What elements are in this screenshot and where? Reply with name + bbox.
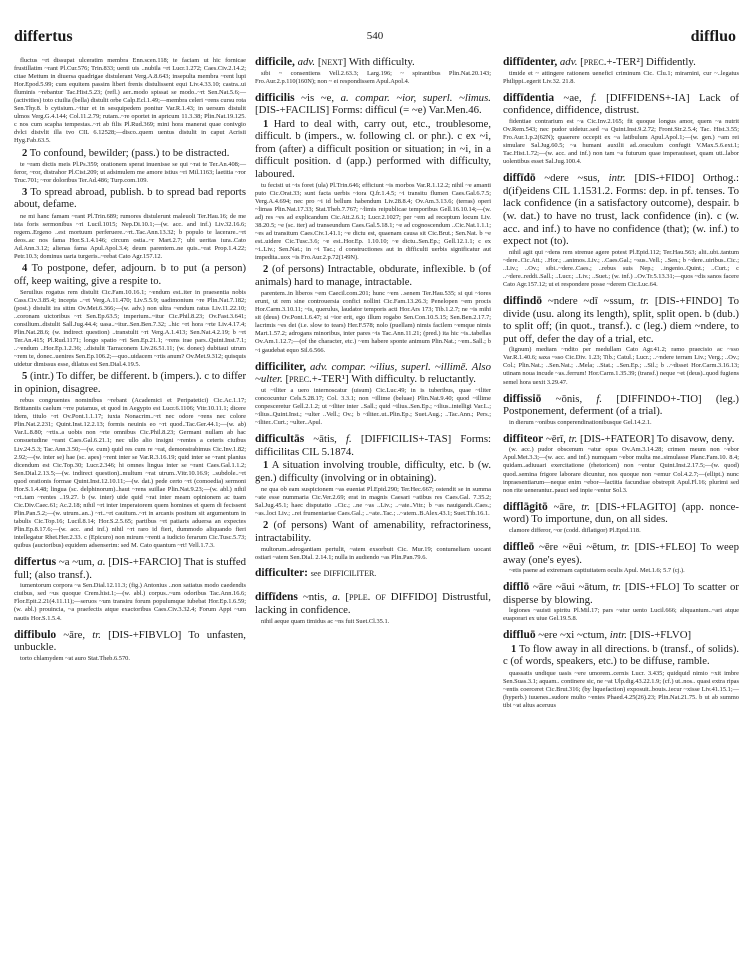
grammar-label: tr. bbox=[640, 294, 649, 307]
headword: diffiteor bbox=[503, 432, 544, 445]
citations: (lignum) mediam ~ndito per medullam Cato Agr.41.2; ramo praecisio ac ~sso Var.R.1.40.6; saxa ~sso Cic.Div. 1.23; Tib.; Catul.; Lucr.; ..~ndere terram Liv.; Verg.; ..Ov.; Col.; Plin.Nat.; ..Sen.Nat.; ..Mela; ..Stat.; ..Sen.Ep.; ..Sil.; b ..~disset Hor.Carm.3.16.13; utinam noua incude ~as..ferrum! Hor.Carm.1.35.39; (transf.) neque ~et (deus)..quod fugiens semel hora uexit 3.29.47. bbox=[503, 346, 739, 386]
entry-heading bbox=[503, 433, 739, 446]
inflection-forms: ~ōnis, bbox=[555, 392, 583, 405]
entry-heading bbox=[14, 556, 246, 581]
etymology: [DIFFICILIS+-TAS] bbox=[360, 432, 452, 445]
entry-heading bbox=[503, 172, 739, 248]
definition: To unfasten, unbuckle. bbox=[14, 628, 247, 654]
grammar-label: adv. compar. ~ilius, superl. ~illimē. Also ~ulter. bbox=[255, 360, 491, 386]
definition: That is stuffed full; (also transf.). bbox=[14, 556, 247, 581]
headword: difflāgitō bbox=[503, 500, 548, 513]
cross-reference bbox=[255, 567, 491, 581]
sense-definition bbox=[14, 371, 246, 396]
etymology: [DIS-+FATEOR] bbox=[580, 432, 655, 445]
sense-number: 1 bbox=[263, 118, 269, 130]
definition: Diffidently. bbox=[646, 56, 696, 68]
citations: tu fecisti ut ~is foret (ula) Pl.Trin.646; efficiunt ~is morbos Var.R.1.12.2; nihil ~e amanti puto Cic.Orat.33; sunt facta uerbis ~iora Q.fr.1.4.5; ~i transitu flumen Caes.Gal.6.7.5; Verg.A.4.694; nec pro ~i id bellum habendum Liv.28.8.4; Ov.Am.3.13.6; (terras) operi ~limas Plin.Nat.17.33; Stat.Theb.7.767; ~limis reipublicae temporibus Gell.16.10.14;—(w. ad) res ~es ad explicandum Cic.Att.2.6.1; Lucr.2.1027; per ~em ad receptum locum Liv. 38.20.5; ~e (sc. iter) ad transeundum Caes.Gal.5.18.1; ~e ad cognoscendum ..Cic.Nat.1.1.1; ~es ad transitum Caes.Civ.1.41.1; ~e dictu est, quaenam causa sit Cic.Brut.; Sen.Nat. b ~e est..uidere Cic.Tusc.3.6; ~e est..Hor.Ep. 1.10.10; ~e dictu..Sen.Ep.; Gell.12.1.1; c ex ~i..Liv.; Sen.Nat.; in ~i Tac.; d constructiones aut in difficulti uerbis significatur aut impedita..uox ~is Fro.Aur.2.p.72(149N). bbox=[255, 181, 491, 262]
sense-text: (intr.) To differ, be different. b (impers.). c to differ in opinion, disagree. bbox=[14, 371, 246, 395]
citations: torto chlamydem ~at auro Stat.Theb.6.570. bbox=[20, 654, 130, 662]
etymology: [DIS-+FLAGITO] bbox=[595, 500, 677, 513]
definition: Orthog.: d(if)eidens CIL 1.1531.2. Forms: dep. in pf. tenses. To lack confidence (in a satisfactory outcome), despair. b (w. dat.) to have no trust, lack confidence (in). c (w. acc. and inf.) to have no confidence (that); (w. inf.) to expect not (to). bbox=[503, 172, 739, 248]
sense-text: Hard to deal with, carry out, etc., troublesome, difficult. b (impers., w. following cl. or phr.). c ex ~i, from (after) a difficult position or situation; in ~i, in a difficult position. d (app.) performed with difficulty, laboured. bbox=[255, 118, 492, 180]
citations: (w. acc.) pudor obscenum ~atur opus Ov.Am.3.14.28; crimen meum non ~ebor Apul.Met.3.3;—(w. acc. and inf.) numquam ~ebor multa me..simulasse Planc.Fam.10. 8.4; quidam..adiuuari exercitatione (rhetoricen) non ~entur Quint.Inst.2.17.5;—(w. quod) quod..semina frigore laborare dicuntur, nos quoque non ~emur Col.4.2.7;—(ellipt.) nunc inpraesentiarum—neque enim ~ebor—lactitia facundiae obstrepit Apul.Fl.16; plurimi sed non rite uenerantur..pauci sed inpie ~entur Sol.3. bbox=[503, 446, 739, 494]
definition: With difficulty. bbox=[348, 56, 415, 68]
definition: (leg.) Postponement, deferment (of a trial). bbox=[503, 392, 740, 418]
sense-number: 5 bbox=[22, 371, 28, 383]
definition: To disavow, deny. bbox=[656, 432, 735, 445]
entry-heading bbox=[14, 629, 246, 654]
headword: difflō bbox=[503, 581, 530, 594]
sense-definition bbox=[255, 119, 491, 181]
headword: difficulter: bbox=[255, 567, 309, 580]
entry-heading bbox=[503, 92, 739, 117]
inflection-forms: ~is ~e, bbox=[301, 91, 335, 104]
definition: Forms: difficilitas CIL 5.1874. bbox=[255, 432, 492, 458]
headword: difficile, bbox=[255, 56, 295, 68]
sense-text: (of persons) Want of amenability, refractoriness, intractability. bbox=[255, 520, 491, 544]
inflection-forms: ~ae, bbox=[563, 91, 582, 104]
etymology: [DIS-+FINDO] bbox=[654, 294, 723, 307]
citations: timide et ~ attingere rationem ueneficī criminum Cic. Clu.1; mirarnini, cur ~..legatus Philippi..egerit Liv.32. 21.8. bbox=[503, 69, 739, 85]
grammar-label: tr. bbox=[621, 540, 630, 553]
etymology: [DIFFIDENS+-IA] bbox=[606, 91, 690, 104]
grammar-label: intr. bbox=[609, 629, 627, 642]
etymology: [DIS-+FLEO] bbox=[634, 540, 696, 553]
column-1 bbox=[14, 56, 246, 663]
grammar-label: a. bbox=[332, 591, 341, 604]
definition: Lack of confidence, diffidence, distrust. bbox=[503, 91, 740, 117]
entry-heading bbox=[503, 629, 739, 642]
sense-number: 1 bbox=[511, 644, 517, 656]
sense-number: 2 bbox=[263, 264, 269, 276]
citations: parentem..in liberos ~em Caecil.com.201; hunc ~em ..senem Ter.Hau.535; si qui ~iores erunt, ut rem sine controuersia confici nollint Cic.Fam.13.26.3; Penelopen ~em procis Hor.Carm.3.10.11; ~is, querulus, laudator temporis acti Hor.Ars 173; Tib.1.2.7; ne ~is mihi sit (deus) Ov.Pont.1.6.47; si ~ior erit, ego illum rogabo Sen.Con.10.5.15; Sen.Ben.2.17.7; lacrimis ~es dei (i.e. slow to tears) Her.F.578; nolo (puellam) nimis facilem ~emque nimis Mart.1.57.2; adrogans minoribus, inter pares ~is Tac.Ann.11.21; (pred.) ita hic ~is..tabellas Ov.Am.1.12.7;—(of the character, etc.) ~em habere sponte animum Plin.Nat.; ~em..Sall.; b ~i gaudebat equo Sil.6.566. bbox=[255, 290, 491, 354]
sense-text: To flow away in all directions. b (transf., of solids). c (of words, speakers, etc.) to be diffuse, ramble. bbox=[503, 644, 739, 668]
sense-text: To confound, bewilder; (pass.) to be distracted. bbox=[29, 147, 230, 159]
headword: difficiliter, bbox=[255, 360, 306, 373]
headword: diffibulo bbox=[14, 628, 57, 641]
citations: multorum..adrogantiam pertulit, ~atem exsorbuit Cic. Mur.19; contumeliam uocant ostiari ~atem Sen.Dial. 2.14.1; nulla in audiendo ~as Plin.Pan.79.6. bbox=[255, 545, 491, 562]
running-head bbox=[14, 28, 736, 48]
headword: diffleō bbox=[503, 540, 535, 553]
entry-heading bbox=[503, 56, 739, 69]
sense-number: 4 bbox=[22, 263, 28, 275]
page-number: 540 bbox=[366, 30, 384, 42]
citations: ne qua ob eam suspicionem ~as eueniat Pl.Epid.290; Ter.Hec.667; ostendit se in summa ~ate esse nummaria Cic.Ver.2.69; erat in magnis Caesari ~atibus res Caes.Gal. 7.35.2; Sal.Jug.45.1; haec disputatio ..Cic.; ..ne ~as ..Liv.; ..~ate..Vitr.; b ~as nauigandi..Caes.; ~as..loci Liv.; ..rei frumentariae Caes.Gal.; ..~ate..Tac.; ..~atem..B.Alex.43.1; Suet.Tib.16.1. bbox=[255, 485, 491, 518]
definition: To weep away (one's eyes). bbox=[503, 540, 739, 566]
sense-definition bbox=[255, 264, 491, 289]
inflection-forms: ~āre, bbox=[63, 628, 86, 641]
sense-text: To spread abroad, publish. b to spread bad reports about, defame. bbox=[14, 187, 246, 211]
entry-heading bbox=[503, 581, 739, 606]
citations: rebus congruentes nominibus ~rebant (Academici et Peripatetici) Cic.Ac.1.17; Brittanniis caelum ~rre putamus, et quod in Aegypto est Lucr.6.1106; Vitr.10.11.1; dicere idem, titulo ~rt Ov.Pont.1.1.17; iuxta Nonacrim..~rt nec odore ~rens nec colore Plin.Nat.2.231; Quint.Inst.12.2.13; formis neuinis eo ~rt quod..Tac.Ger.44.1;—(w. ab) Var.L.8.80; ~rtis..a uobis non ~rte omnibus Cic.Phil.8.23; Germani nullam ab hac consuetudine ~rant Caes.Gal.6.21.1; nec ullo alio insigni ~rentes a ceteris ciuibus Liv.24.5.3; Tac.Ann.3.50;—(w. cum) quid res cum re ~rat, demonstrabimus Cic.Inv.1.82; 2.92;—(w. inter se) hae (sc. apes) ~rent inter se Var.R.3.16.19; quid inter se ~rant planius dicendum est Cic.Top.30; Lucr.2.346; hi omnes lingua inter se ~rant Caes.Gal.1.1.2; Sen.Dial.2.13.5;—(w. indirect question)..multum ~rat utrum..Vitr.10.16.9; ..subdole..~rt quod orationis formae Quint.Inst.12.10.11;—(w. dat.) pede certo ~rt (comoedia) sermoni Hor.S.1.4.48; lingua (sc. delphinorum)..haut ~rens suillae Plin.Nat.9.23;—(w. abl.) nihil ~rt..tam ~rentes ..19.27. b (w. inter) uide quid ~rat inter meam opinionem ac tuam Cic.Div.Caec.61; Ac.2.18; nihil ~rt inter imperatorem quem homines et quem di fecissent Plin.Pan.5.2;—(w. utrum..an..) ~rt..~rt cauitum..~rt in arcanis positum sit argumentum in tabulis Cic.Top.16; Lucil.8.14; Hor.S.2.5.65; partibus ~rt patiaris aduersa an expectes Plin.Ep.8.17.6;—(w. acc. and inf.) nihil ~rt raro id fieri, dummodo aliquando fieri intellegatur Rhet.Her.2.33. c (Epicuro) non mirum ~renti a iudicio ferarum Cic.Tusc.5.73; quibus (auctoribus) equidem adsenserim: sed M. Cato quantum ~rt! Vell.1.7.3. bbox=[14, 397, 246, 550]
sense-text: To postpone, defer, adjourn. b to put (a person) off, keep waiting, give a respite to. bbox=[14, 263, 246, 287]
headword: diffīdentia bbox=[503, 91, 555, 104]
citations: legiones ~auisti spiritu Pl.Mil.17; pars ~atur uento Lucil.666; aliquantum..~ari atque euaporari ex uiue Gel.19.5.8. bbox=[503, 607, 739, 623]
inflection-forms: ~ātis, bbox=[313, 432, 337, 445]
definition: With difficulty. b reluctantly. bbox=[351, 373, 476, 386]
sense-definition bbox=[255, 460, 491, 485]
headword: difficilis bbox=[255, 91, 295, 104]
citations: te ~ram dictis meis Pl.Ps.359; orationem sperat inuenisse se qui ~rat te Ter.An.408;—feror, ~ror, distrahor Pl.Cist.209; ut adsimulem me amore istius ~ri Mil.1163; laetitia ~ror Truc.701; ~ror doloribus Ter.Ad.486; Turp.com.109. bbox=[14, 160, 246, 185]
inflection-forms: ~ērī, bbox=[545, 432, 566, 445]
citations: clamore differor, ~or (codd. diflatigor) Pl.Epid.118. bbox=[509, 526, 641, 534]
entry-heading bbox=[503, 541, 739, 566]
etymology: [pple. of DIFFIDO] bbox=[345, 591, 437, 604]
etymology: [prec.+-TER²] bbox=[580, 56, 644, 68]
etymology: [prec.+-TER¹] bbox=[285, 373, 349, 386]
etymology: [DIS-+FARCIO] bbox=[108, 556, 182, 569]
inflection-forms: ~ndere ~dī ~ssum, bbox=[547, 294, 635, 307]
etymology: [DIS-+FLO] bbox=[624, 581, 680, 594]
definition: Distrustful, lacking in confidence. bbox=[255, 591, 491, 617]
citations: fluctus ~rt dissupat ulceratim membra Enn.scen.118; te faciam ut hic fornicae frustillatim ~rant Pl.Cur.576; Trin.833; uenti uis ..nubila ~rt Lucr.1.272; Caes.Civ.2.14.2; citae Mettum in diuersa quadrigae distulerant Verg.A.8.643; insepulta membra ~rent lupi Hor.Epod.5.99; cum equitem passim liberi frenis distulissent equi Liv.4.33.10; castra..ui fluminis ~rebantur Tac.Hist.5.23; (refl.) aer..modo spissat se modo..~rt Sen.Nat.5.6;—(activities) toto ciuilia (bella) distulit orbe Calp.Ecl.1.49;—membra celeri ~rens cursu rota Sen.Thy.8. b cytisium..~itur et in sesquipedem ponitur Var.R.1.43; in uersum distulit ulmos Verg.G.4.144; Col.11.2.79; rutam..~re oportet in apricum 11.3.38; Plin.Nat.19.125. c nos cum scapha tempestas..~rt ab filis Pl.Rud.369; mini hora manerat quae conivgio dvlci distvlit illa tvo CIL 6.12528;—disco..quem uentus distulit in caput Acrisii Hyg.Fab.63.5. bbox=[14, 57, 246, 145]
citations: fidentiae contrarium est ~a Cic.Inv.2.165; fit quoque longus amor, quem ~a nutrit Ov.Rem.543; nec pudor uidetur..sed ~a Quint.Inst.9.2.72; Front.Str.2.5.4; Tac. Hist.3.55; Fro.Aur.1.p.2(62N); quaerere occepit ex ~a latibulum Apul.Apol.1;—(w. gen.) ~am rei simulare Sal.Jug.60.5; ~a humani auxilii ad..oraculum confugit V.Max.5.6.ext.1; Tac.Hist.1.72;—(w. acc. and inf.) non tam ~a futurum quae imperauisset, quam uti..labor uolentibus esset Sal.Jug.100.4. bbox=[503, 117, 739, 166]
inflection-forms: ~dere ~sus, bbox=[544, 172, 600, 185]
sense-number: 3 bbox=[22, 187, 28, 199]
citations: Seruilius rogatus rem distulit Cic.Fam.10.16.1; ~endum est..iter in praesentia nobis Cass.Civ.3.85.4; incepta ..~rt Verg.A.11.470; Liv.5.5.9; uadimonium ~re Plin.Nat.7.182; (post.) distulit ira sitim Ov.Met.6.366;—(w. adv.) non ultra ~endum ratus Liv.11.22.10; ..coronam uictoribus ~rt Sen.Ep.63.5; imperium..~itur Cic.Phil.8.23; Ov.Fast.3.641; consilium..distulit Sall.Jug.44.4; uasa..~itur..Sen.Ben.7.32; ..hic ~rt hora ~rte Liv.4.17.4; Plin.Nat.28.6; (w. indirect question) ..transtulit ~rt Verg.A.1.413; Sen.Nat.4.2.19; b ~rt Ter.An.415; Pl.Rud.1171; longo spatio ~ri Sen.Ep.21.1; ~rens irae pars..Quint.Inst.7.1; ..~endum ..Hor.Ep.1.2.36; ..distulit Tarraconem Liv.26.51.11; (w. donec) dubitaui utrum ~rem te, donec..uenires Sen.Ep.106.2;—quo..uidacem ~rtis anum? Ov.Met.9.312; quisquis uidetur dimissus esse, dilatus est Sen.Dial.4.19.5. bbox=[14, 288, 246, 369]
citations: in dierum ~onibus conperendinationibusque Gel.14.2.1. bbox=[509, 418, 652, 426]
grammar-label: a. bbox=[97, 556, 106, 569]
column-2 bbox=[255, 56, 491, 626]
inflection-forms: ~āre, bbox=[553, 500, 576, 513]
entry-heading bbox=[255, 433, 491, 458]
grammar-label: tr. bbox=[92, 628, 101, 641]
cross-reference-target: DIFFICILITER. bbox=[323, 569, 377, 579]
etymology: [DIFFINDO+-TIO] bbox=[616, 392, 702, 405]
etymology: [DIS-+FACILIS] bbox=[255, 104, 330, 117]
sense-definition bbox=[14, 187, 246, 212]
headword: diffīdenter, bbox=[503, 56, 558, 68]
headword: difficultās bbox=[255, 432, 305, 445]
etymology: [DIS-+FIDO] bbox=[634, 172, 694, 185]
etymology: [DIS-+FLVO] bbox=[629, 629, 692, 642]
guide-word-left: differtus bbox=[14, 28, 73, 45]
etymology: [DIS-+FIBVLO] bbox=[108, 628, 182, 641]
sense-definition bbox=[14, 263, 246, 288]
definition: Forms: difficul (= ~e) Var.Men.46. bbox=[331, 104, 482, 117]
sense-definition bbox=[14, 148, 246, 160]
entry-heading bbox=[255, 361, 491, 386]
grammar-label: f. bbox=[591, 91, 597, 104]
headword: diffīdō bbox=[503, 172, 536, 185]
headword: diffīdens bbox=[255, 591, 298, 604]
citations: nihil agit qui ~dens rem strenue agere potest Pl.Epid.112; Ter.Hau.563; alii..ubi..tantum ~dere..Cic.Att.; ..Hor.; ..animos..Liv.; ..Caes.Gal.; ~sus..Vell.; ..Sen.; b ~dere..uiribus..Cic.; ..Liv.; ..Ov.; sibi..~dere..Caes.; ..rebus suis Nep.; ..ingenio..Quint.; ..Curt.; c ..~dere..reddi..Sall.; ..Lucr.; ..Liv.; ..Suet.; (w. inf.) ..Ov.Tr.5.13.31;—quos ~dis sanos facere Cato Agr.157.12; ut ei respondere posse ~derem Cic.Luc.64. bbox=[503, 248, 739, 288]
sense-text: (of persons) Intractable, obdurate, inflexible. b (of animals) hard to manage, intractable. bbox=[255, 264, 491, 288]
grammar-label: f. bbox=[346, 432, 352, 445]
entry-heading bbox=[255, 591, 491, 616]
headword: diffissiō bbox=[503, 392, 542, 405]
inflection-forms: ~ntis, bbox=[302, 591, 328, 604]
see-label: see bbox=[310, 569, 321, 579]
headword: diffindō bbox=[503, 294, 542, 307]
sense-definition bbox=[503, 644, 739, 669]
citations: iumentorum corpora ~a Sen.Dial.12.11.3; (fig.) Antonius ..non satiatus modo caedendis ciuibus, sed ~us quoque Crem.hist.1;—(w. abl.) corpus..~um odoribus Tac.Ann.16.6; Flor.Epit.2.21(4.11.11);—seruos ~um transiru forum populumque iubebat Hor.Ep.1.6.59; (w. abl.) prouincia, ~a praefectis atque exactoribus Caes.Civ.3.32.4; Forum Appi ~um nautis Hor.S.1.5.4. bbox=[14, 582, 246, 622]
column-3 bbox=[503, 56, 739, 710]
definition: To scatter or disperse by blowing. bbox=[503, 581, 739, 606]
grammar-label: adv. bbox=[559, 56, 578, 68]
headword: differtus bbox=[14, 556, 57, 569]
sense-number: 1 bbox=[263, 460, 269, 472]
inflection-forms: ~āre ~āui ~ātum, bbox=[532, 581, 609, 594]
etymology: [next] bbox=[317, 56, 347, 68]
citations: ~etis paene ad extremam captiuitatem oculis Apul. Met.1.6; 5.7 (cj.). bbox=[509, 567, 685, 575]
sense-text: A situation involving trouble, difficulty, etc. b (w. gen.) difficulty (involving or in obtaining). bbox=[255, 460, 491, 484]
headword: diffluō bbox=[503, 629, 536, 642]
citations: sibi ~ consentiens Vell.2.63.3; Larg.196; ~ spirantibus Plin.Nat.20.143; Fro.Aur.2.p.110(160N); non ~ ei respondissem Apul.Apol.4. bbox=[255, 69, 491, 85]
grammar-label: tr. bbox=[612, 581, 622, 594]
definition: (app. nonce-word) To importune, dun, on all sides. bbox=[503, 500, 740, 526]
grammar-label: a. compar. ~ior, superl. ~limus. bbox=[340, 91, 491, 104]
citations: nihil aeque quam timidus ac ~ns fuit Suet.Cl.35.1. bbox=[261, 617, 390, 625]
definition: To divide (usu. along its length), split, split open. b (dub.) to split off; (in quot., transf.). c (leg.) diem ~ndere, to put off, defer the day of a trial, etc. bbox=[503, 294, 739, 345]
inflection-forms: ~ēre ~ēui ~ētum, bbox=[538, 540, 617, 553]
citations: quassatis undique uasis ~ere umorem..cernis Lucr. 3.435; quidquid nimio ~xit imbre Sen.Suas.3.1; aquam.. continere sic, ne ~at Ulp.dig.43.22.1.9; (cf.) ut..nos.. quasi extra ripas ~entis coerceret Cic.Brut.316; (by liquefaction) exposuit..bouis..iecur ~xisse Liv.41.15.1;—(hyperb.) iuuenes..sudore multo ~entes Phaed.4.25(26).23; Plin.Nat.21.75. b ut ab summo tibi ~at altus aceruus bbox=[503, 669, 739, 710]
grammar-label: adv. bbox=[297, 56, 316, 68]
grammar-label: f. bbox=[596, 392, 603, 405]
sense-number: 2 bbox=[22, 147, 28, 159]
entry-heading bbox=[503, 393, 739, 418]
entry-heading bbox=[255, 56, 491, 69]
grammar-label: tr. bbox=[568, 432, 578, 445]
inflection-forms: ~ere ~xi ~ctum, bbox=[538, 629, 608, 642]
sense-number: 2 bbox=[263, 520, 269, 532]
grammar-label: intr. bbox=[608, 172, 626, 185]
grammar-label: tr. bbox=[581, 500, 590, 513]
entry-heading bbox=[503, 295, 739, 345]
sense-definition bbox=[255, 520, 491, 545]
guide-word-right: diffluo bbox=[690, 28, 736, 45]
citations: ut ~iliter a uero internoscatur (uisum) Cic.Luc.49; in is tuberibus, quae ~iliter concocuntur Cels.5.28.17; Col. 3.3.1; non ~illime (beluae) Plin.Nat.9.40; quod ~illime conpesceretur Gell.2.1.2; ut ~iliter inter ..Sall.; quid ~ilius..Sen.Ep.; ~ilius..intelligi Var.L.; ~ilius..Quint.Inst.; ~ulter ..Vell.; Ov.; b ~iliter..ut..Plin.Ep.; Suet.Aug.; ..Tac.Ann.; Pers.; ~iliter..Curt.; ~ulter..Apul. bbox=[255, 386, 491, 426]
citations: ne mi hanc famam ~rant Pl.Trin.689; rumores distulerunt maleuoli Ter.Hau.16; de me ista foris sermonibus ~ri Lucil.1015; Nep.Di.10.1;—(w. acc. and inf.) Liv.32.16.6; regem..Ergeno ..est mortuum perferuere..~rt..Tac.Ann.13.32; b populo te lacerare..~rt deos..ac nos fama Hor.S.1.4.146; circum ostia..~r Mart.2.7; ubi ueritas iura..Cato Ad.Ann.3.12; alienas fama Apul.Apol.3.4; deum parentem..ne quis..~rat Prop.1.4.22; Petr.10.3; dominus uaria turgeris..~rebat Cato Agr.157.12. bbox=[14, 212, 246, 261]
inflection-forms: ~a ~um, bbox=[58, 556, 95, 569]
entry-heading bbox=[255, 92, 491, 117]
entry-heading bbox=[503, 501, 739, 526]
